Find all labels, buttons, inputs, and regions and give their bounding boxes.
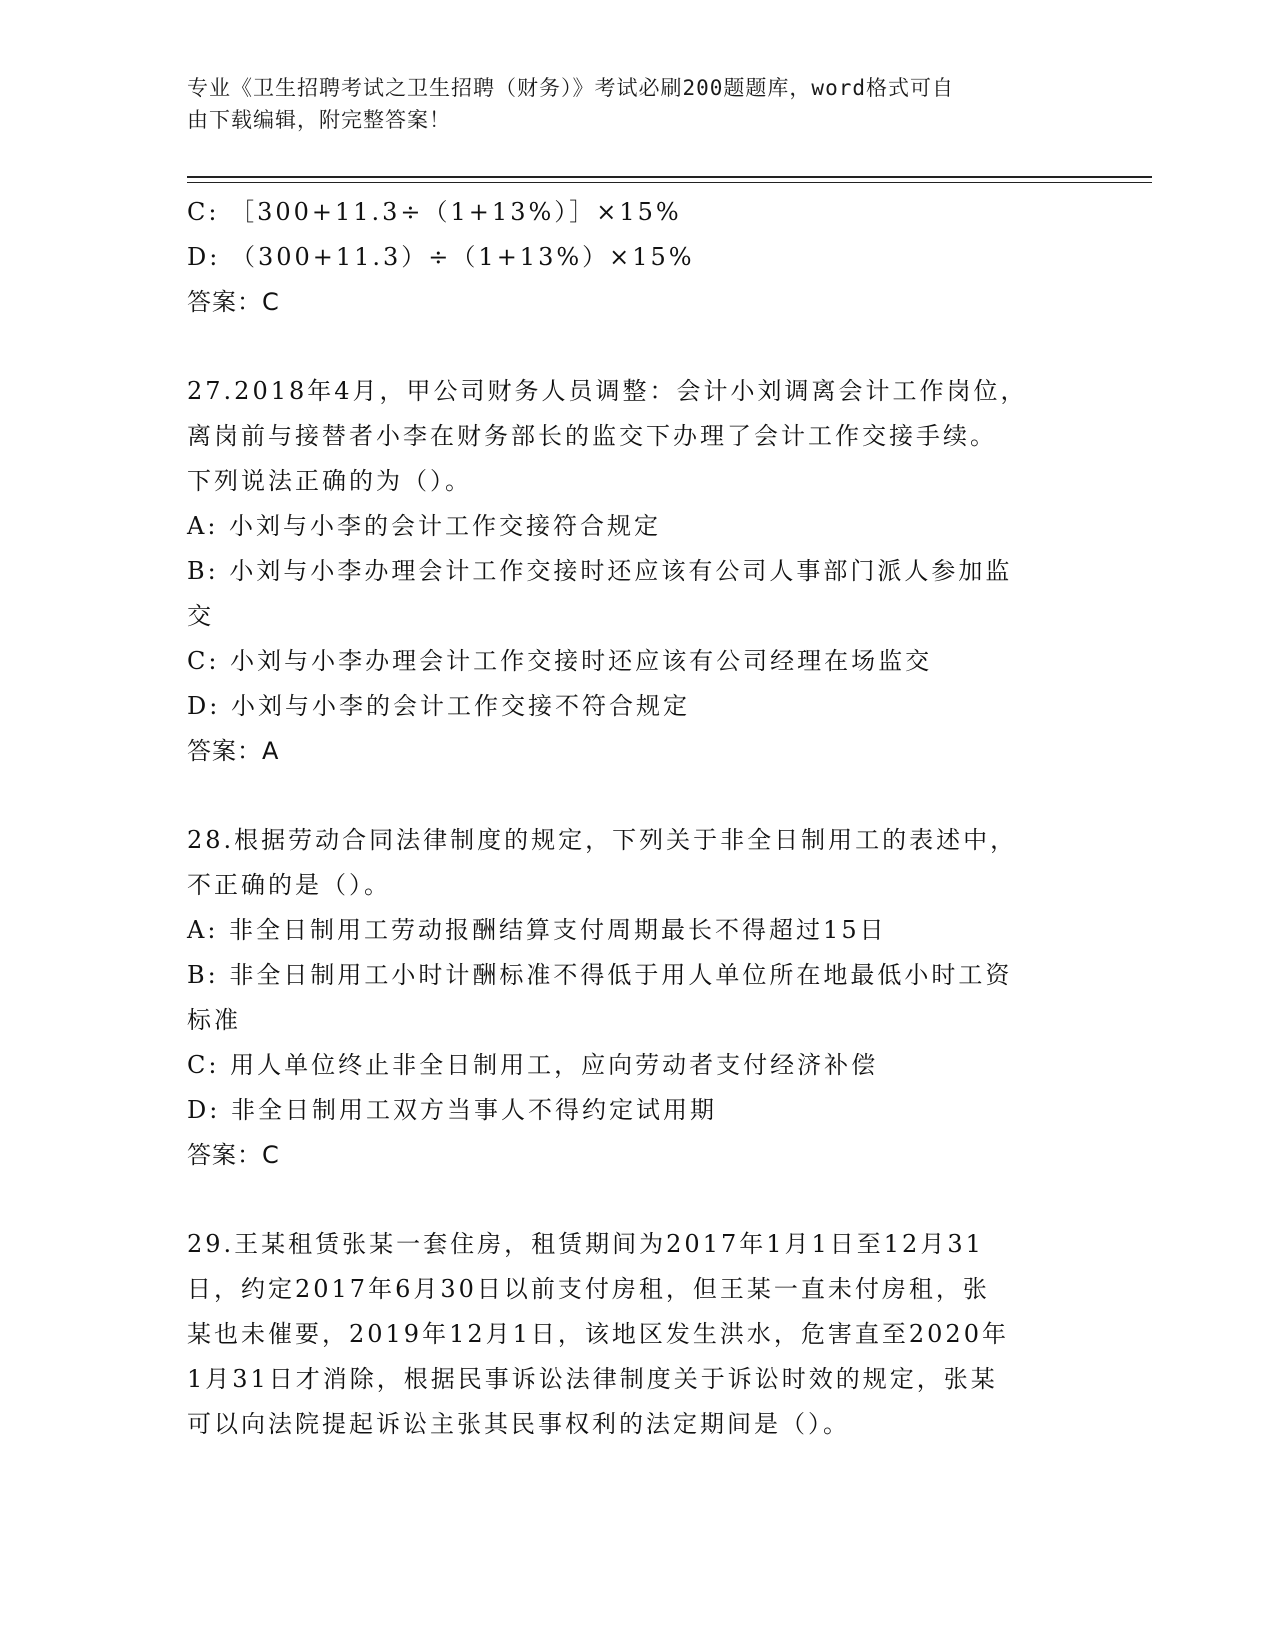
question-stem-line: 不正确的是（）。	[187, 871, 391, 899]
option-c: C: 小刘与小李办理会计工作交接时还应该有公司经理在场监交	[187, 647, 933, 675]
header-line-1: 专业《卫生招聘考试之卫生招聘（财务）》考试必刷200题题库，word格式可自	[187, 76, 954, 100]
option-a: A: 小刘与小李的会计工作交接符合规定	[187, 512, 662, 540]
option-d: D: 非全日制用工双方当事人不得约定试用期	[187, 1096, 717, 1124]
option-b: B: 小刘与小李办理会计工作交接时还应该有公司人事部门派人参加监	[187, 557, 1013, 585]
option-b: B: 非全日制用工小时计酬标准不得低于用人单位所在地最低小时工资	[187, 961, 1013, 989]
question-27	[187, 369, 1087, 774]
header-divider-thick	[187, 176, 1152, 178]
option-d: D: 小刘与小李的会计工作交接不符合规定	[187, 692, 690, 720]
answer-line: 答案：C	[187, 288, 280, 316]
option-c: C: ［300+11.3÷（1+13%）］×15%	[187, 198, 682, 226]
answer-line: 答案：C	[187, 1141, 280, 1169]
question-stem-line: 某也未催要，2019年12月1日，该地区发生洪水，危害直至2020年	[187, 1320, 1009, 1348]
option-c: C: 用人单位终止非全日制用工，应向劳动者支付经济补偿	[187, 1051, 879, 1079]
question-28	[187, 818, 1087, 1178]
document-body	[187, 190, 1087, 1447]
option-b-continued: 标准	[187, 1006, 241, 1034]
option-a: A: 非全日制用工劳动报酬结算支付周期最长不得超过15日	[187, 916, 887, 944]
question-29	[187, 1222, 1087, 1447]
question-stem-line: 下列说法正确的为（）。	[187, 467, 472, 495]
option-b-continued: 交	[187, 602, 214, 630]
option-d: D: （300+11.3）÷（1+13%）×15%	[187, 243, 695, 271]
question-stem-line: 1月31日才消除，根据民事诉讼法律制度关于诉讼时效的规定，张某	[187, 1365, 998, 1393]
header-divider-thin	[187, 182, 1152, 183]
answer-line: 答案：A	[187, 737, 280, 765]
question-stem-line: 28.根据劳动合同法律制度的规定，下列关于非全日制用工的表述中，	[187, 826, 1018, 854]
question-stem-line: 离岗前与接替者小李在财务部长的监交下办理了会计工作交接手续。	[187, 422, 997, 450]
question-stem-line: 日，约定2017年6月30日以前支付房租，但王某一直未付房租，张	[187, 1275, 990, 1303]
header-line-2: 由下载编辑，附完整答案！	[187, 108, 451, 132]
document-header	[187, 72, 1067, 136]
previous-question-block	[187, 190, 1087, 325]
question-stem-line: 29.王某租赁张某一套住房，租赁期间为2017年1月1日至12月31	[187, 1230, 984, 1258]
question-stem-line: 27.2018年4月，甲公司财务人员调整：会计小刘调离会计工作岗位，	[187, 377, 1028, 405]
question-stem-line: 可以向法院提起诉讼主张其民事权利的法定期间是（）。	[187, 1410, 850, 1438]
